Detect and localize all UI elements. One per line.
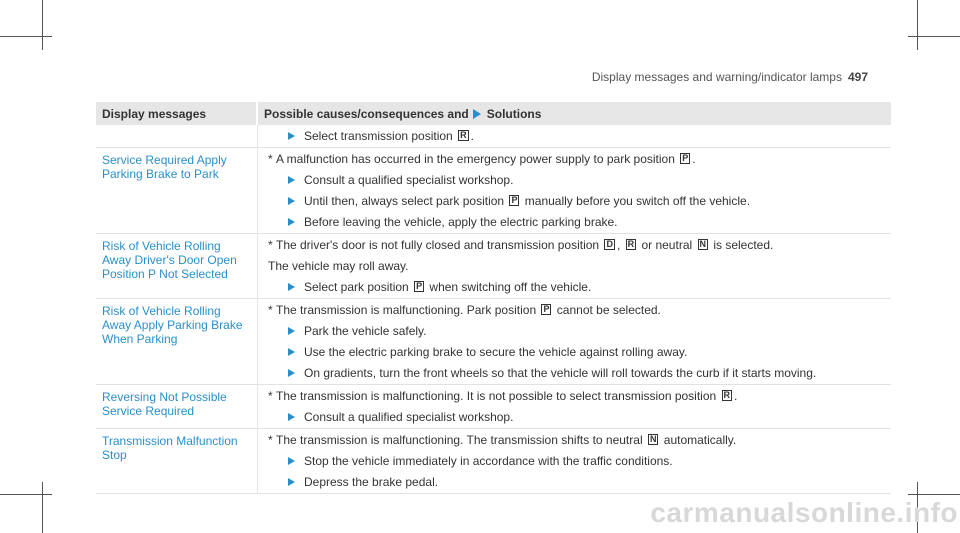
line-text: . (692, 152, 696, 166)
step-arrow-icon (288, 132, 295, 140)
solution-step (268, 215, 891, 229)
display-message (96, 125, 258, 147)
table-body (96, 125, 891, 494)
line-text: is selected. (710, 238, 774, 252)
line-text: , (616, 238, 624, 252)
solution-step (268, 194, 891, 208)
line-text: when switching off the vehicle. (426, 280, 592, 294)
crop-mark (908, 494, 960, 495)
crop-mark (0, 494, 52, 495)
line-text: A malfunction has occurred in the emergency power supply to park position (276, 152, 679, 166)
gear-position-key: P (416, 281, 423, 292)
column-header-causes (258, 107, 541, 121)
solution-step (268, 475, 891, 489)
line-text: Select park position (304, 280, 413, 294)
column-header-causes-label: Possible causes/consequences and (264, 106, 469, 121)
solution-step (268, 454, 891, 468)
gear-position-key: P (511, 195, 518, 206)
arrow-icon (473, 109, 481, 119)
step-arrow-icon (288, 218, 295, 226)
consequence-text (268, 259, 891, 273)
step-arrow-icon (288, 457, 295, 465)
crop-mark (917, 0, 918, 50)
line-text: Select transmission position (304, 129, 457, 143)
watermark: carmanualsonline.info (650, 497, 958, 528)
line-text: Depress the brake pedal. (304, 475, 439, 489)
solutions-cell (258, 299, 891, 384)
gear-position-key: P (682, 153, 689, 164)
solution-step (268, 324, 891, 338)
line-text: The transmission is malfunctioning. Park position (276, 303, 540, 317)
line-text: Stop the vehicle immediately in accordance with the traffic conditions. (304, 454, 673, 468)
table-row (96, 148, 891, 234)
line-text: automatically. (660, 433, 737, 447)
solution-step (268, 410, 891, 424)
table-row (96, 299, 891, 385)
gear-position-key: R (723, 390, 731, 401)
cause-text (268, 238, 891, 252)
running-header (592, 70, 868, 84)
gear-position-key: R (627, 239, 635, 250)
bullet-icon: * (268, 433, 273, 447)
display-message: Risk of Vehicle Rolling Away Driver's Door Open Position P Not Selected (96, 234, 258, 298)
crop-mark (0, 36, 52, 37)
line-text: Consult a qualified specialist workshop. (304, 410, 514, 424)
gear-position-key: R (460, 130, 467, 141)
line-text: Park the vehicle safely. (304, 324, 427, 338)
line-text: . (470, 129, 474, 143)
page-number: 497 (847, 70, 868, 84)
display-message: Service Required Apply Parking Brake to Park (96, 148, 258, 233)
solution-step (268, 280, 891, 294)
display-message: Transmission Malfunction Stop (96, 429, 258, 493)
solution-step (268, 345, 891, 359)
step-arrow-icon (288, 478, 295, 486)
gear-position-key: P (543, 304, 550, 315)
bullet-icon: * (268, 238, 273, 252)
line-text: Use the electric parking brake to secure the vehicle against rolling away. (304, 345, 688, 359)
column-header-messages: Display messages (96, 102, 258, 125)
cause-text (268, 389, 891, 403)
table-row (96, 234, 891, 299)
step-arrow-icon (288, 369, 295, 377)
step-arrow-icon (288, 176, 295, 184)
gear-position-key: N (649, 434, 657, 445)
crop-mark (42, 0, 43, 50)
line-text: Before leaving the vehicle, apply the electric parking brake. (304, 215, 618, 229)
running-header-title: Display messages and warning/indicator lamps (591, 70, 842, 84)
solutions-cell (258, 148, 891, 233)
bullet-icon: * (268, 303, 273, 317)
solutions-cell (258, 385, 891, 428)
cause-text (268, 433, 891, 447)
crop-mark (42, 482, 43, 533)
display-message: Risk of Vehicle Rolling Away Apply Parking Brake When Parking (96, 299, 258, 384)
table-row (96, 385, 891, 429)
solution-step (268, 366, 891, 380)
table-header (96, 102, 891, 125)
step-arrow-icon (288, 197, 295, 205)
solution-step (268, 173, 891, 187)
crop-mark (908, 36, 960, 37)
step-arrow-icon (288, 327, 295, 335)
line-text: Consult a qualified specialist workshop. (304, 173, 514, 187)
line-text: . (734, 389, 738, 403)
line-text: cannot be selected. (553, 303, 661, 317)
step-arrow-icon (288, 413, 295, 421)
gear-position-key: D (606, 239, 613, 250)
table-row (96, 125, 891, 148)
line-text: manually before you switch off the vehicle. (521, 194, 751, 208)
solutions-cell (258, 125, 891, 147)
line-text: The driver's door is not fully closed and transmission position (276, 238, 603, 252)
step-arrow-icon (288, 283, 295, 291)
line-text: On gradients, turn the front wheels so that the vehicle will roll towards the curb if it starts moving. (304, 366, 817, 380)
solutions-cell (258, 429, 891, 493)
messages-table (96, 102, 891, 494)
cause-text (268, 152, 891, 166)
solutions-cell (258, 234, 891, 298)
bullet-icon: * (268, 152, 273, 166)
column-header-solutions-label: Solutions (486, 106, 542, 121)
line-text: The vehicle may roll away. (268, 259, 409, 273)
table-row (96, 429, 891, 494)
display-message: Reversing Not Possible Service Required (96, 385, 258, 428)
line-text: The transmission is malfunctioning. It is not possible to select transmission position (276, 389, 720, 403)
line-text: The transmission is malfunctioning. The transmission shifts to neutral (276, 433, 646, 447)
line-text: or neutral (638, 238, 696, 252)
gear-position-key: N (699, 239, 706, 250)
solution-step (268, 129, 891, 143)
line-text: Until then, always select park position (304, 194, 508, 208)
step-arrow-icon (288, 348, 295, 356)
cause-text (268, 303, 891, 317)
bullet-icon: * (268, 389, 273, 403)
